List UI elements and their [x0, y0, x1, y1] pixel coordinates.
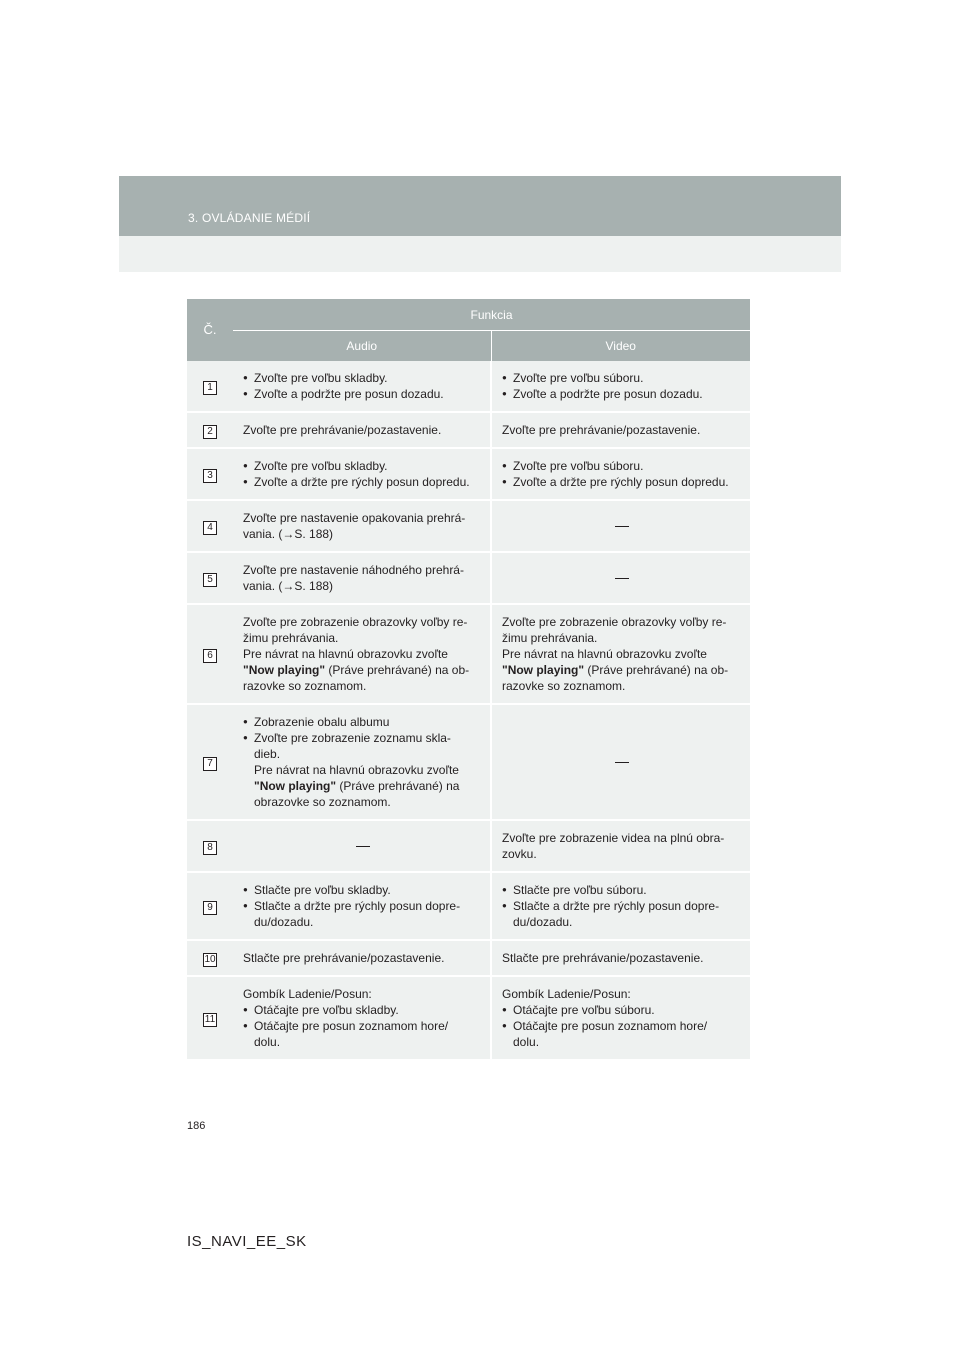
- audio-cell: ● Zobrazenie obalu albumu ● Zvoľte pre zobrazenie zoznamu skla- dieb. Pre návrat na hlavnú obrazovku zvoľte "Now playing" (Práve prehrávané) na obrazovke so zoznamom.: [233, 704, 491, 820]
- video-cell-empty: [491, 552, 750, 604]
- video-cell: ● Zvoľte pre voľbu súboru. ● Zvoľte a podržte pre posun dozadu.: [491, 361, 750, 412]
- audio-cell: ● Zvoľte pre voľbu skladby. ● Zvoľte a podržte pre posun dozadu.: [233, 361, 491, 412]
- video-cell: Gombík Ladenie/Posun: ● Otáčajte pre voľbu súboru. ● Otáčajte pre posun zoznamom hore/ dolu.: [491, 976, 750, 1060]
- audio-cell-empty: [233, 820, 491, 872]
- header-band: [119, 176, 841, 236]
- video-cell-empty: [491, 500, 750, 552]
- row-number: 2: [203, 425, 217, 439]
- function-table: [187, 299, 750, 1061]
- row-number: 10: [204, 953, 216, 965]
- col-header-video: Video: [491, 331, 750, 362]
- table-row: [187, 361, 750, 412]
- table-row: [187, 976, 750, 1060]
- row-number: 8: [203, 841, 217, 855]
- table-row: [187, 872, 750, 940]
- table-row: [187, 412, 750, 448]
- audio-cell: Zvoľte pre nastavenie náhodného prehrá- vania. (→S. 188): [233, 552, 491, 604]
- document-code: IS_NAVI_EE_SK: [187, 1233, 307, 1250]
- dash-icon: [615, 578, 629, 579]
- audio-cell: Zvoľte pre zobrazenie obrazovky voľby re- žimu prehrávania. Pre návrat na hlavnú obrazovku zvoľte "Now playing" (Práve prehrávané) na ob- razovke so zoznamom.: [233, 604, 491, 704]
- row-number: 4: [203, 521, 217, 535]
- row-number: 1: [203, 381, 217, 395]
- table-row: [187, 940, 750, 976]
- section-title: 3. OVLÁDANIE MÉDIÍ: [188, 211, 311, 225]
- header-subband: [119, 236, 841, 272]
- audio-cell: Zvoľte pre nastavenie opakovania prehrá- vania. (→S. 188): [233, 500, 491, 552]
- audio-cell: Zvoľte pre prehrávanie/pozastavenie.: [233, 412, 491, 448]
- video-cell: Stlačte pre prehrávanie/pozastavenie.: [491, 940, 750, 976]
- col-header-audio: Audio: [233, 331, 491, 362]
- dash-icon: [356, 846, 370, 847]
- audio-cell: ● Stlačte pre voľbu skladby. ● Stlačte a držte pre rýchly posun dopre- du/dozadu.: [233, 872, 491, 940]
- video-cell: ● Stlačte pre voľbu súboru. ● Stlačte a držte pre rýchly posun dopre- du/dozadu.: [491, 872, 750, 940]
- table-row: [187, 552, 750, 604]
- table-row: [187, 604, 750, 704]
- col-header-number: Č.: [187, 299, 233, 361]
- row-number: 5: [203, 573, 217, 587]
- audio-cell: Stlačte pre prehrávanie/pozastavenie.: [233, 940, 491, 976]
- col-header-function: Funkcia: [233, 299, 750, 331]
- table-row: [187, 448, 750, 500]
- video-cell: Zvoľte pre prehrávanie/pozastavenie.: [491, 412, 750, 448]
- video-cell: Zvoľte pre zobrazenie obrazovky voľby re- žimu prehrávania. Pre návrat na hlavnú obrazovku zvoľte "Now playing" (Práve prehrávané) na ob- razovke so zoznamom.: [491, 604, 750, 704]
- table-row: [187, 704, 750, 820]
- video-cell: Zvoľte pre zobrazenie videa na plnú obra- zovku.: [491, 820, 750, 872]
- audio-cell: Gombík Ladenie/Posun: ● Otáčajte pre voľbu skladby. ● Otáčajte pre posun zoznamom hore/ dolu.: [233, 976, 491, 1060]
- dash-icon: [615, 526, 629, 527]
- video-cell-empty: [491, 704, 750, 820]
- row-number: 11: [204, 1013, 216, 1025]
- row-number: 3: [203, 469, 217, 483]
- dash-icon: [615, 762, 629, 763]
- audio-cell: ● Zvoľte pre voľbu skladby. ● Zvoľte a držte pre rýchly posun dopredu.: [233, 448, 491, 500]
- row-number: 7: [203, 757, 217, 771]
- table-row: [187, 820, 750, 872]
- row-number: 9: [203, 901, 217, 915]
- table-row: [187, 500, 750, 552]
- video-cell: ● Zvoľte pre voľbu súboru. ● Zvoľte a držte pre rýchly posun dopredu.: [491, 448, 750, 500]
- page-number: 186: [187, 1120, 206, 1132]
- row-number: 6: [203, 649, 217, 663]
